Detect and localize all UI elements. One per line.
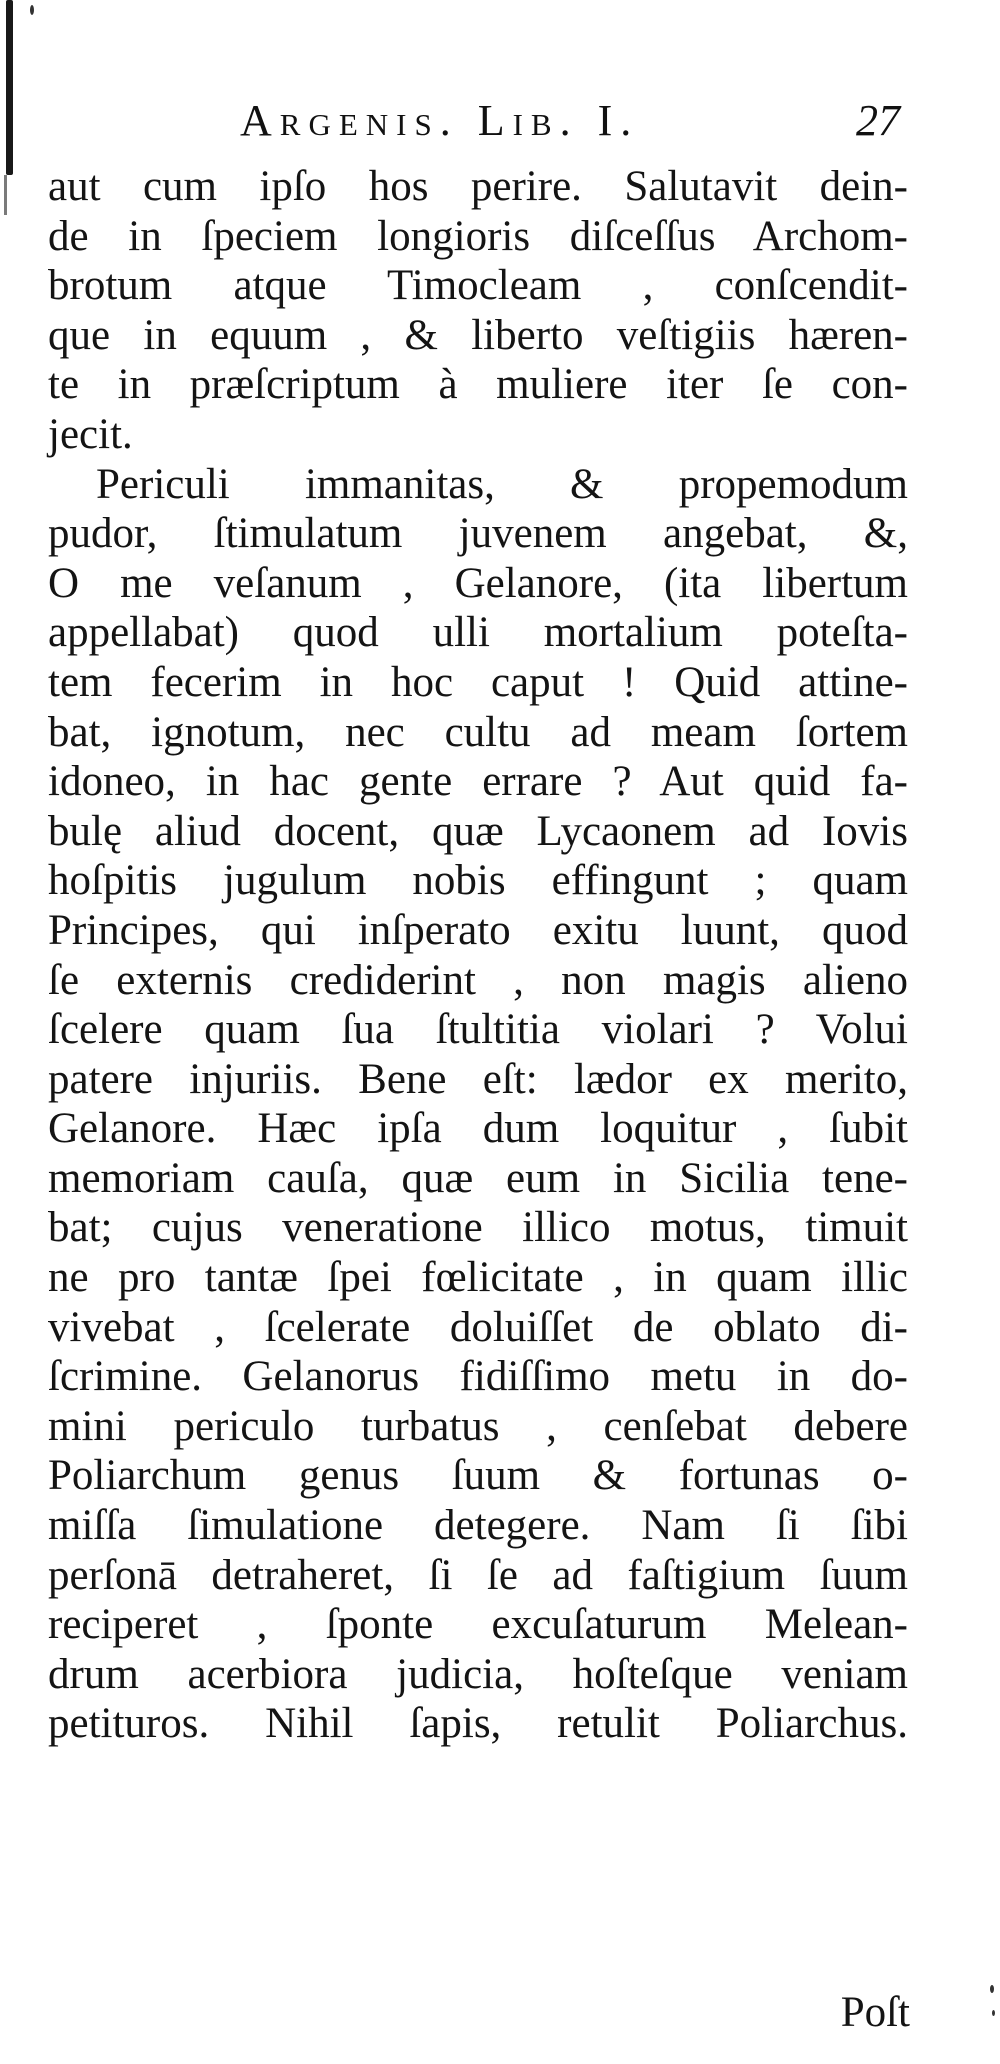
scan-speck: [990, 1985, 994, 1993]
running-title: Argenis. Lib. I.: [240, 96, 640, 145]
text-line: te in præſcriptum à muliere iter ſe con-: [48, 361, 908, 409]
text-line: de in ſpeciem longioris diſceſſus Archom-: [48, 212, 908, 260]
text-line: petituros. Nihil ſapis, retulit Poliarchus.: [48, 1700, 908, 1748]
page-number: 27: [856, 96, 900, 145]
text-line: ne pro tantæ ſpei fœlicitate , in quam illic: [48, 1254, 908, 1302]
text-line: bat, ignotum, nec cultu ad meam ſortem: [48, 708, 908, 756]
scan-speck: [30, 5, 34, 15]
text-line: miſſa ſimulatione detegere. Nam ſi ſibi: [48, 1502, 908, 1550]
text-line: Gelanore. Hæc ipſa dum loquitur , ſubit: [48, 1105, 908, 1153]
running-header: [240, 95, 920, 155]
text-line: appellabat) quod ulli mortalium poteſta-: [48, 609, 908, 657]
text-line: Principes, qui inſperato exitu luunt, quod: [48, 906, 908, 954]
gutter-shadow: [6, 0, 13, 175]
text-line: idoneo, in hac gente errare ? Aut quid fa-: [48, 758, 908, 806]
text-line: brotum atque Timocleam , conſcendit-: [48, 262, 908, 310]
gutter-shadow-lower: [4, 175, 7, 215]
text-line: mini periculo turbatus , cenſebat debere: [48, 1402, 908, 1450]
text-line: hoſpitis jugulum nobis effingunt ; quam: [48, 857, 908, 905]
scan-speck: [992, 2010, 995, 2016]
text-line: reciperet , ſponte excuſaturum Melean-: [48, 1601, 908, 1649]
text-line: Periculi immanitas, & propemodum: [96, 460, 908, 508]
text-line: drum acerbiora judicia, hoſteſque veniam: [48, 1650, 908, 1698]
catchword: Poſt: [840, 1989, 910, 2036]
text-line: jecit.: [48, 410, 133, 458]
text-line: ſcrimine. Gelanorus fidiſſimo metu in do-: [48, 1353, 908, 1401]
text-line: aut cum ipſo hos perire. Salutavit dein-: [48, 163, 908, 210]
text-line: pudor, ſtimulatum juvenem angebat, &,: [48, 510, 908, 558]
text-line: patere injuriis. Bene eſt: lædor ex merito,: [48, 1055, 908, 1103]
text-line: que in equum , & liberto veſtigiis hæren-: [48, 311, 908, 359]
text-line: bat; cujus veneratione illico motus, timuit: [48, 1204, 908, 1252]
text-line: tem fecerim in hoc caput ! Quid attine-: [48, 658, 908, 706]
text-line: memoriam cauſa, quæ eum in Sicilia tene-: [48, 1154, 908, 1202]
text-line: vivebat , ſcelerate doluiſſet de oblato di-: [48, 1303, 908, 1351]
body-text: [48, 162, 908, 1749]
text-line: bulę aliud docent, quæ Lycaonem ad Iovis: [48, 807, 908, 855]
text-line: Poliarchum genus ſuum & fortunas o-: [48, 1452, 908, 1500]
text-line: ſcelere quam ſua ſtultitia violari ? Volui: [48, 1006, 908, 1054]
text-line: O me veſanum , Gelanore, (ita libertum: [48, 559, 908, 607]
text-line: perſonā detraheret, ſi ſe ad faſtigium ſuum: [48, 1551, 908, 1599]
text-line: ſe externis crediderint , non magis alieno: [48, 956, 908, 1004]
